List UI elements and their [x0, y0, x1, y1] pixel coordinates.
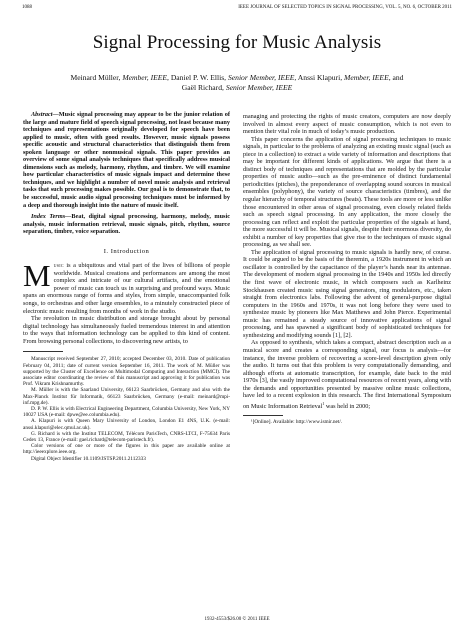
index-terms — [23, 213, 230, 236]
author-name: Gaël Richard, — [181, 83, 226, 92]
drop-cap: M — [23, 258, 51, 294]
manuscript-note: Manuscript received September 27, 2010; accepted December 03, 2010. Date of publication February 04, 2011; date of current version September 16, 2011. The work of M. Müller was supported by the Cluster of Excellence on Multimodal Computing and Interaction (MMCI). The associate editor coordinating the review of this manuscript and approving it for publication was Prof. Vikram Krishnamurthy. — [23, 356, 230, 388]
abstract-label: Abstract— — [31, 111, 59, 118]
author-role: Senior Member, IEEE — [227, 73, 295, 82]
page-number: 1088 — [22, 5, 32, 10]
author-role: Member, IEEE — [344, 73, 389, 82]
author-name: Meinard Müller, — [70, 73, 123, 82]
affiliation-note: A. Klapuri is with Queen Mary University of London, London E1 4NS, U.K. (e-mail: anssi.klapuri@elec.qmul.ac.uk). — [23, 418, 230, 431]
continued-paragraph: managing and protecting the rights of music creators, computers are now deeply involved in almost every aspect of music consumption, which is not even to mention their vital role in much of today’s music production. — [243, 113, 451, 136]
paper-title: Signal Processing for Music Analysis — [92, 32, 382, 53]
copyright-line: 1932-4553/$26.00 © 2011 IEEE — [204, 617, 270, 622]
paragraph-text: was held in 2000; — [324, 402, 371, 410]
footnote: ¹[Online]. Available: http://www.ismir.net/. — [251, 419, 343, 426]
lead-word: usic — [53, 262, 64, 270]
left-column — [23, 111, 230, 462]
index-terms-label: Index Terms— — [31, 213, 72, 221]
footnote-divider — [243, 415, 283, 416]
author-list — [30, 73, 444, 93]
author-role: Senior Member, IEEE — [225, 83, 293, 92]
footnote-divider — [23, 351, 63, 352]
abstract-text: Music signal processing may appear to be the junior relation of the large and mature field of speech signal processing, not least because many techniques and representations originally developed for speech have been applied to music, often with good results. However, music signals possess specific acoustic and structural characteristics that distinguish them from spoken language or other nonmusical signals. This paper provides an overview of some signal analysis techniques that specifically address musical dimensions such as melody, harmony, rhythm, and timbre. We will examine how particular characteristics of music signals impact and determine these techniques, and we highlight a number of novel music analysis and retrieval tasks that such processing makes possible. Our goal is to demonstrate that, to be successful, music audio signal processing techniques must be informed by a deep and thorough insight into the nature of music itself. — [23, 111, 230, 209]
body-paragraph: This paper concerns the application of signal processing techniques to music signals, in particular to the problems of analyzing an existing music signal (such as piece in a collection) to extract a wide variety of information and descriptions that may be important for different kinds of applications. We argue that there is a distinct body of techniques and representations that are molded by the particular properties of music audio—such as the pre-eminence of distinct fundamental periodicities (pitches), the preponderance of overlapping sound sources in musical ensembles (polyphony), the variety of source characteristics (timbres), and the regular hierarchy of temporal structures (beats). These tools are more or less unlike those encountered in other areas of signal processing, even closely related fields such as speech signal processing. In any application, the more closely the processing can reflect and exploit the particular properties of the signals at hand, the more successful it will be. Musical signals, despite their enormous diversity, do exhibit a number of key properties that give rise to the techniques of music signal processing, as we shall see. — [243, 135, 451, 249]
author-name: , Anssi Klapuri, — [294, 73, 344, 82]
paragraph-text: is a ubiquitous and vital part of the lives of billions of people worldwide. Musical creations and performances are among the most complex and intricate of our cultural artifacts, and the emotional power of music can touch us in surprising and profound ways. Music spans an enormous range of forms and styles, from simple, unaccompanied folk songs, to orchestras and other large ensembles, to a minutely constructed piece of electronic music resulting from months of work in the studio. — [23, 262, 230, 315]
affiliation-note: G. Richard is with the Institut TELECOM, Télécom ParisTech, CNRS-LTCI, F-75634 Paris Cedex 13, France (e-mail: gael.richard@telecom-paristech.fr). — [23, 430, 230, 443]
affiliation-note: D. P. W. Ellis is with Electrical Engineering Department, Columbia University, New York, NY 10027 USA (e-mail: dpwe@ee.columbia.edu). — [23, 405, 230, 419]
abstract — [23, 111, 230, 209]
author-name: , Daniel P. W. Ellis, — [167, 73, 228, 82]
color-version-note: Color versions of one or more of the figures in this paper are available online at http://ieeexplore.ieee.org. — [23, 443, 230, 456]
author-line-2 — [30, 83, 444, 93]
author-separator: , and — [388, 73, 404, 82]
intro-paragraph-2: The revolution in music distribution and storage brought about by personal digital technology has simultaneously fueled tremendous interest in and attention to the ways that information technology can be applied to this kind of content. From browsing personal collections, to discovering new artists, to — [23, 315, 230, 345]
body-paragraph — [243, 339, 451, 410]
affiliation-note: M. Müller is with the Saarland University, 66123 Saarbrücken, Germany and also with the Max-Planck Institut für Informatik, 66123 Saarbrücken, Germany (e-mail: meinard@mpi-inf.mpg.de). — [23, 387, 230, 406]
section-heading: I. Introduction — [103, 247, 150, 255]
author-line-1 — [30, 73, 444, 83]
journal-name: IEEE JOURNAL OF SELECTED TOPICS IN SIGNAL PROCESSING, VOL. 5, NO. 6, OCTOBER 2011 — [238, 5, 452, 10]
footnote-marker: 1 — [322, 400, 325, 406]
paragraph-text: As opposed to synthesis, which takes a compact, abstract description such as a musical score and creates a corresponding signal, our focus is analysis—for instance, the inverse problem of recovering a score-level description given only the audio. It turns out that this problem is very computationally demanding, and although efforts at automatic transcription, for example, date back to the mid 1970s [3], the vastly improved computational resources of recent years, along with the demands and opportunities presented by massive online music collections, have led to a recent explosion in this research. The first International Symposium on Music Information Retrieval — [243, 339, 451, 410]
right-column — [243, 113, 451, 426]
body-paragraph: The application of signal processing to music signals is hardly new, of course. It could be argued to be the basis of the theremin, a 1920s instrument in which an oscillator is controlled by the capacitance of the player’s hands near its antennae. The development of modern signal processing in the 1940s and 1950s led directly the first wave of electronic music, in which composers such as Karlheinz Stockhausen created music using signal generators, ring modulators, etc., taken straight from electronics labs. Following the advent of general-purpose digital computers in the 1960s and 1970s, it was not long before they were used to synthesize music by pioneers like Max Matthews and John Pierce. Experimental music has remained a steady source of innovative applications of signal processing, and has spawned a significant body of sophisticated techniques for synthesizing and modifying sounds [1], [2]. — [243, 248, 451, 339]
index-terms-text: Beat, digital signal processing, harmony, melody, music analysis, music information retrieval, music signals, pitch, rhythm, source separation, timbre, voice separation. — [23, 213, 230, 236]
intro-paragraph-1 — [23, 258, 230, 315]
doi-note: Digital Object Identifier 10.1109/JSTSP.2011.2112333 — [31, 455, 146, 462]
author-role: Member, IEEE — [122, 73, 168, 82]
running-header — [22, 5, 452, 15]
